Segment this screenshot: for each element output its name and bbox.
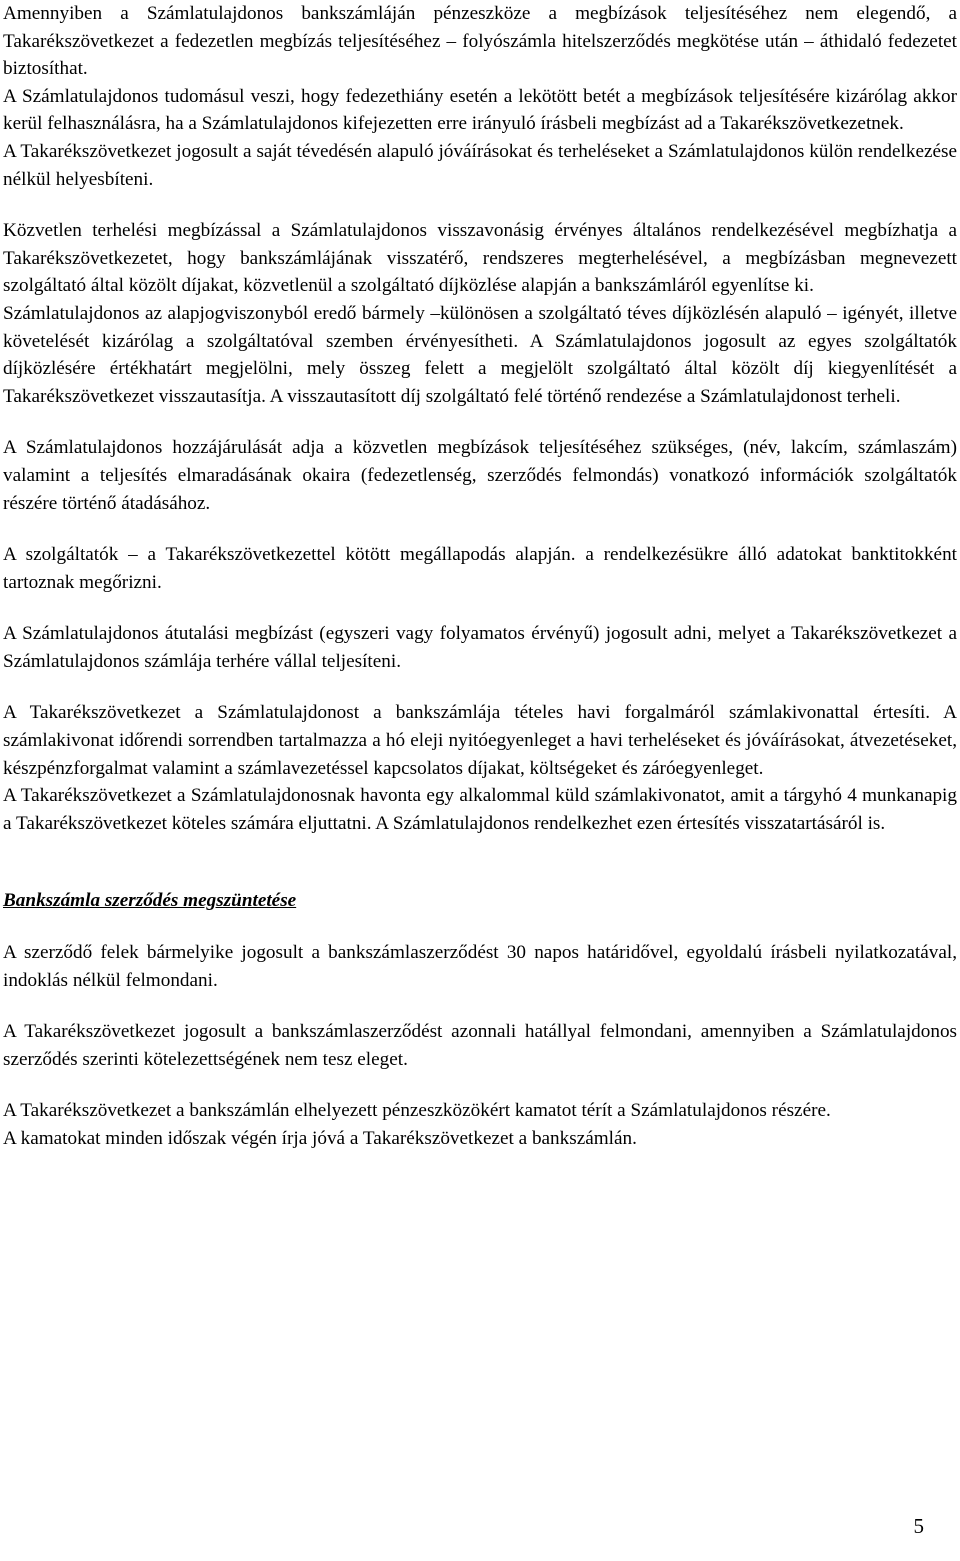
paragraph-statement: A Takarékszövetkezet a Számlatulajdonost a bankszámlája tételes havi forgalmáról számlakivonattal értesíti. A számlakivonat időrendi sorrendben tartalmazza a hó eleji nyitóegyenleget a havi terheléseket és jóváírásokat, átvezetéseket, készpénzforgalmat valamint a számlavezetéssel kapcsolatos díjakat, költségeket és záróegyenleget.	[3, 702, 957, 779]
paragraph-direct-debit: Közvetlen terhelési megbízással a Számlatulajdonos visszavonásig érvényes általános rendelkezésével megbízhatja a Takarékszövetkezetet, hogy bankszámlájának visszatérő, rendszeres megterhelésével, a megbízásban megnevezett szolgáltató által közölt díjakat, közvetlenül a szolgáltató díjközlése alapján a bankszámláról egyenlítse ki.	[3, 220, 957, 297]
paragraph-interest: A Takarékszövetkezet a bankszámlán elhelyezett pénzeszközökért kamatot térít a Számlatulajdonos részére.	[3, 1100, 831, 1122]
paragraph-fixed-deposit: A Számlatulajdonos tudomásul veszi, hogy fedezethiány esetén a lekötött betét a megbízások teljesítésére kizárólag akkor kerül felhasználásra, ha a Számlatulajdonos kifejezetten erre irányuló írásbeli megbízást ad a Takarékszövetkezetnek.	[3, 85, 957, 135]
section-heading: Bankszámla szerződés megszüntetése	[3, 890, 297, 912]
paragraph-statement-monthly: A Takarékszövetkezet a Számlatulajdonosnak havonta egy alkalommal küld számlakivonatot, amit a tárgyhó 4 munkanapig a Takarékszövetkezet köteles számára eljuttatni. A Számlatulajdonos rendelkezhet ezen értesítés visszatartásáról is.	[3, 785, 957, 834]
paragraph-transfer-order: A Számlatulajdonos átutalási megbízást (egyszeri vagy folyamatos érvényű) jogosult adni, melyet a Takarékszövetkezet a Számlatulajdonos számlája terhére vállal teljesíteni.	[3, 623, 957, 672]
paragraph-bank-secrecy: A szolgáltatók – a Takarékszövetkezettel kötött megállapodás alapján. a rendelkezésükre álló adatokat banktitokként tartoznak megőrizni.	[3, 544, 957, 593]
paragraph-immediate-termination: A Takarékszövetkezet jogosult a bankszámlaszerződést azonnali hatállyal felmondani, amennyiben a Számlatulajdonos szerződés szerinti kötelezettségének nem tesz eleget.	[3, 1021, 957, 1070]
paragraph-overdraft: Amennyiben a Számlatulajdonos bankszámláján pénzeszköze a megbízások teljesítéséhez nem elegendő, a Takarékszövetkezet a fedezetlen megbízás teljesítéséhez – folyószámla hitelszerződés megkötése után – áthidaló fedezetet biztosíthat.	[3, 3, 957, 80]
document-page	[3, 0, 957, 1153]
page-number: 5	[913, 1514, 924, 1538]
paragraph-consent: A Számlatulajdonos hozzájárulását adja a közvetlen megbízások teljesítéséhez szükséges, (név, lakcím, számlaszám) valamint a teljesítés elmaradásának okaira (fedezetlenség, szerződés felmondás) vonatkozó információk szolgáltatók részére történő átadásához.	[3, 437, 957, 514]
paragraph-correction: A Takarékszövetkezet jogosult a saját tévedésén alapuló jóváírásokat és terheléseket a Számlatulajdonos külön rendelkezése nélkül helyesbíteni.	[3, 140, 957, 190]
paragraph-claims: Számlatulajdonos az alapjogviszonyból eredő bármely –különösen a szolgáltató téves díjközlésén alapuló – igényét, illetve követelését kizárólag a szolgáltatóval szemben érvényesítheti. A Számlatulajdonos jogosult az egyes szolgáltatók díjközlésére értékhatárt megjelölni, mely összeg felett a megjelölt szolgáltató által közölt díj kiegyenlítését a Takarékszövetkezet visszautasítja. A visszautasított díj szolgáltató felé történő rendezése a Számlatulajdonost terheli.	[3, 302, 957, 407]
paragraph-interest-credit: A kamatokat minden időszak végén írja jóvá a Takarékszövetkezet a bankszámlán.	[3, 1128, 637, 1149]
paragraph-termination-notice: A szerződő felek bármelyike jogosult a bankszámlaszerződést 30 napos határidővel, egyoldalú írásbeli nyilatkozatával, indoklás nélkül felmondani.	[3, 942, 957, 991]
